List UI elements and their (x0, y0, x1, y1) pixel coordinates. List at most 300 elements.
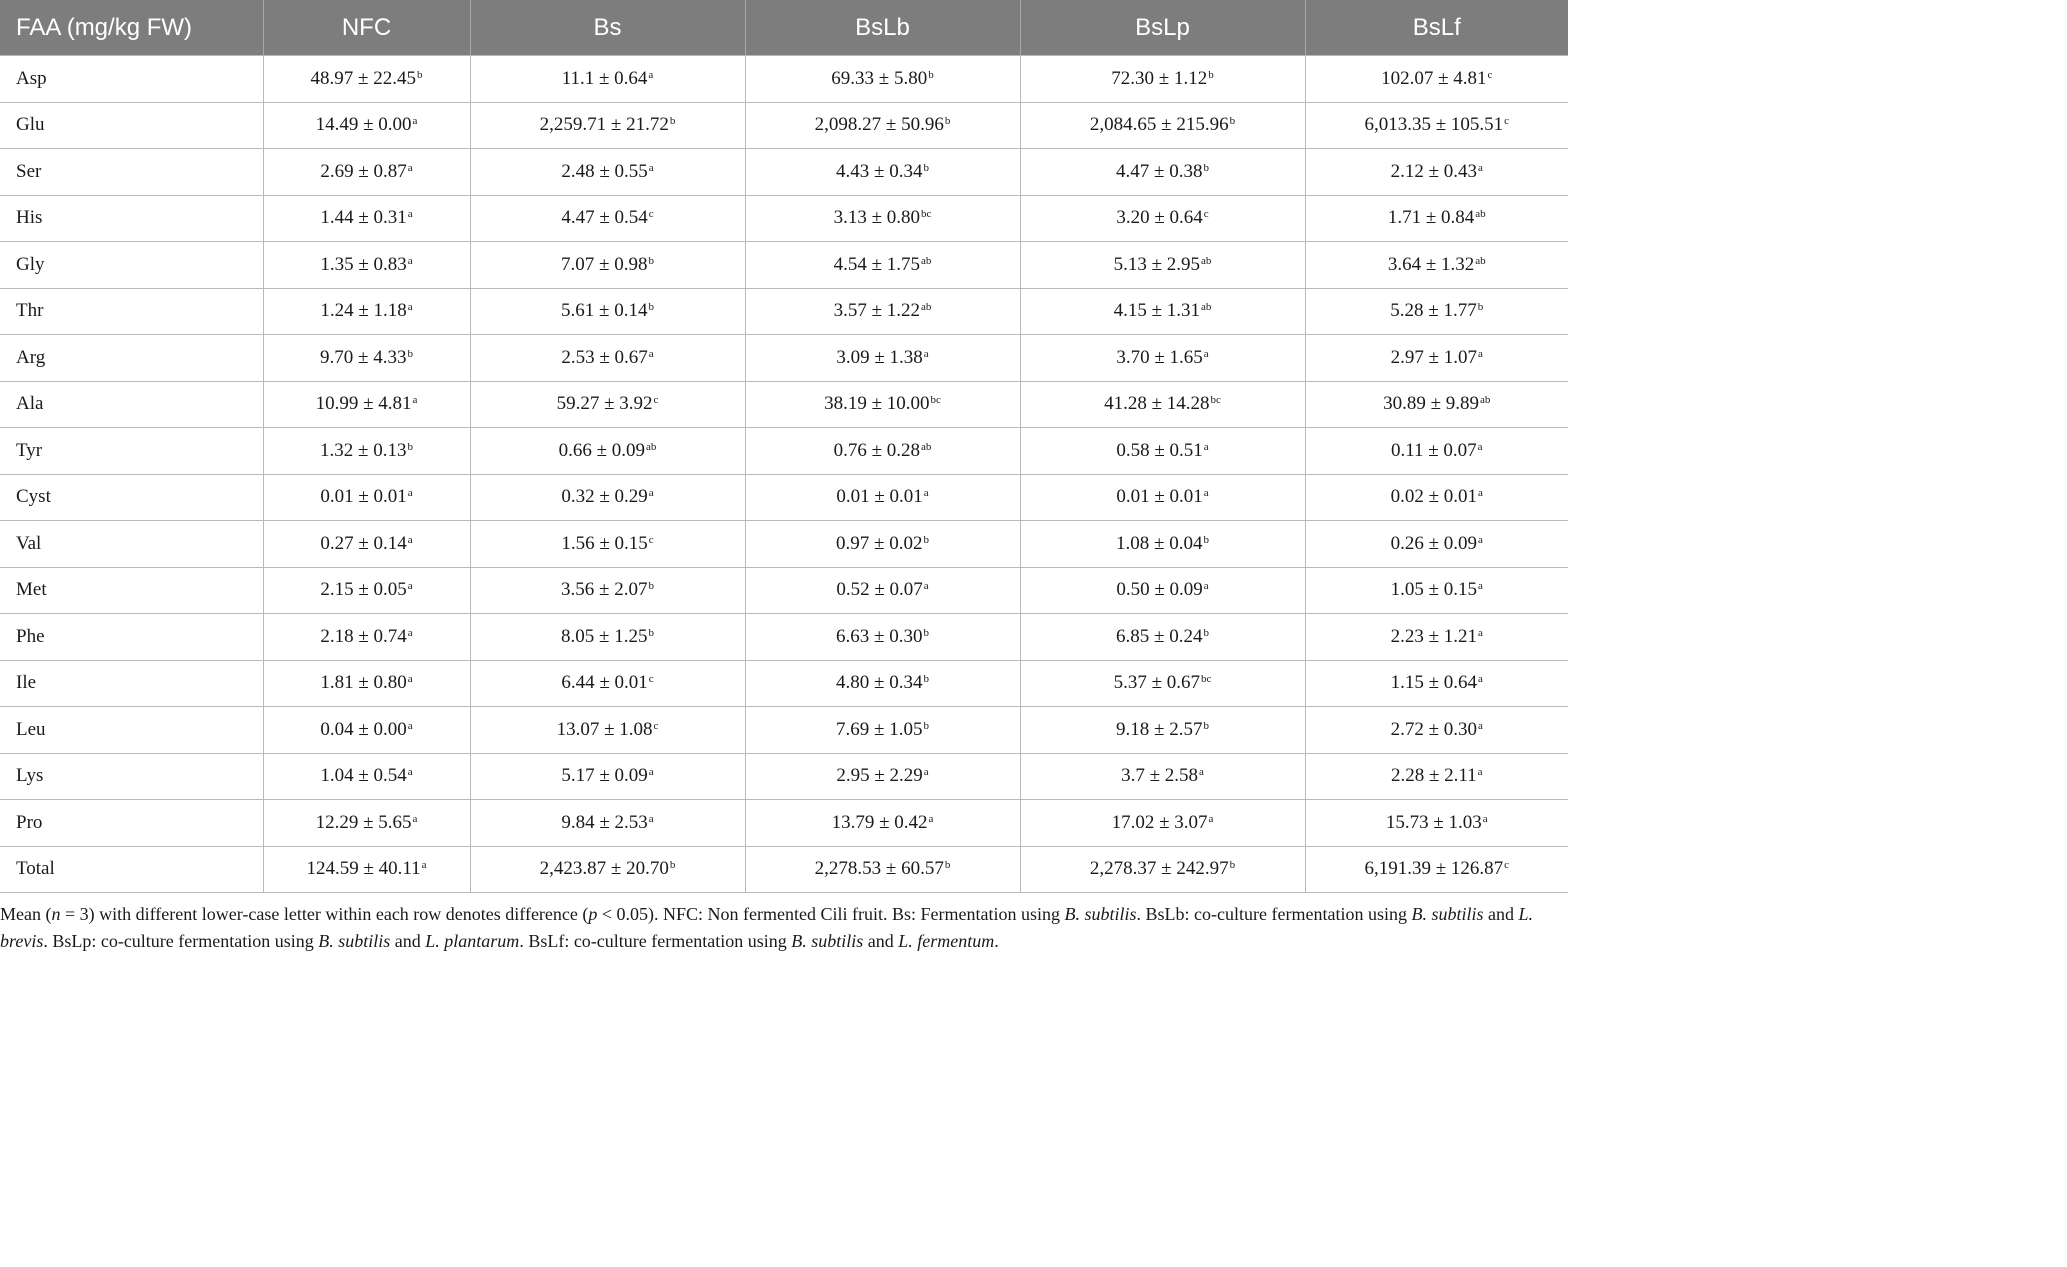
significance-letter: a (407, 580, 413, 593)
value-cell (470, 428, 745, 475)
value-cell (1305, 614, 1568, 661)
significance-letter: b (416, 68, 423, 81)
value-cell (1020, 474, 1305, 521)
mean-sd-value: 5.13 ± 2.95 (1113, 253, 1201, 275)
significance-letter: a (923, 487, 929, 500)
significance-letter: a (412, 812, 418, 825)
header-faa: FAA (mg/kg FW) (0, 0, 263, 56)
value-cell (263, 288, 470, 335)
mean-sd-value: 3.57 ± 1.22 (833, 300, 921, 322)
mean-sd-value: 9.70 ± 4.33 (320, 346, 407, 368)
significance-letter: a (928, 812, 934, 825)
value-cell (1020, 149, 1305, 196)
value-cell (1020, 195, 1305, 242)
mean-sd-value: 0.01 ± 0.01 (320, 486, 407, 508)
value-cell (470, 846, 745, 893)
significance-letter: ab (646, 440, 657, 453)
value-cell (1020, 335, 1305, 382)
significance-letter: ab (1475, 208, 1486, 221)
significance-letter: b (923, 161, 929, 174)
mean-sd-value: 6,191.39 ± 126.87 (1364, 858, 1504, 880)
footnote-italic: B. subtilis (1064, 904, 1137, 924)
footnote-italic: L. plantarum (425, 931, 520, 951)
amino-acid-name: Met (0, 567, 263, 614)
mean-sd-value: 1.32 ± 0.13 (320, 439, 407, 461)
mean-sd-value: 1.15 ± 0.64 (1390, 672, 1478, 694)
value-cell (745, 660, 1020, 707)
significance-letter: a (407, 766, 413, 779)
significance-letter: a (1478, 626, 1483, 639)
significance-letter: ab (921, 301, 932, 314)
amino-acid-name: His (0, 195, 263, 242)
significance-letter: b (928, 68, 934, 81)
mean-sd-value: 3.56 ± 2.07 (561, 579, 648, 601)
value-cell (1305, 381, 1568, 428)
significance-letter: b (1477, 301, 1484, 314)
value-cell (745, 149, 1020, 196)
mean-sd-value: 2.95 ± 2.29 (836, 765, 923, 787)
significance-letter: b (648, 301, 654, 314)
mean-sd-value: 30.89 ± 9.89 (1383, 393, 1480, 415)
mean-sd-value: 5.28 ± 1.77 (1390, 300, 1477, 322)
value-cell (263, 242, 470, 289)
value-cell (470, 335, 745, 382)
significance-letter: a (412, 394, 418, 407)
significance-letter: a (1478, 533, 1483, 546)
value-cell (745, 56, 1020, 103)
header-nfc: NFC (263, 0, 470, 56)
value-cell (470, 521, 745, 568)
value-cell (470, 707, 745, 754)
value-cell (263, 381, 470, 428)
mean-sd-value: 72.30 ± 1.12 (1111, 67, 1208, 89)
value-cell (1020, 753, 1305, 800)
footnote-text: . (994, 931, 999, 951)
mean-sd-value: 5.61 ± 0.14 (561, 300, 648, 322)
significance-letter: b (669, 859, 676, 872)
significance-letter: a (648, 766, 654, 779)
header-bslf: BsLf (1305, 0, 1568, 56)
significance-letter: a (648, 347, 654, 360)
value-cell (1305, 660, 1568, 707)
significance-letter: c (1504, 115, 1510, 128)
table-row (0, 242, 1568, 289)
footnote-italic: B. subtilis (791, 931, 864, 951)
significance-letter: b (407, 440, 413, 453)
significance-letter: a (1478, 719, 1483, 732)
mean-sd-value: 0.01 ± 0.01 (1116, 486, 1203, 508)
value-cell (263, 707, 470, 754)
value-cell (263, 102, 470, 149)
value-cell (1305, 474, 1568, 521)
table-row (0, 846, 1568, 893)
mean-sd-value: 3.20 ± 0.64 (1116, 207, 1203, 229)
footnote-text: . BsLf: co-culture fermentation using (519, 931, 792, 951)
footnote-text: . BsLb: co-culture fermentation using (1136, 904, 1412, 924)
significance-letter: a (412, 115, 418, 128)
mean-sd-value: 5.37 ± 0.67 (1113, 672, 1201, 694)
significance-letter: c (648, 533, 654, 546)
footnote-text: and (863, 931, 899, 951)
table-footnote (0, 901, 1560, 955)
table-row (0, 614, 1568, 661)
significance-letter: a (648, 161, 654, 174)
value-cell (1305, 335, 1568, 382)
significance-letter: a (648, 68, 654, 81)
amino-acid-name: Val (0, 521, 263, 568)
value-cell (470, 474, 745, 521)
value-cell (470, 56, 745, 103)
mean-sd-value: 0.76 ± 0.28 (833, 439, 921, 461)
mean-sd-value: 0.04 ± 0.00 (320, 718, 407, 740)
mean-sd-value: 2,259.71 ± 21.72 (539, 114, 669, 136)
value-cell (470, 567, 745, 614)
value-cell (263, 428, 470, 475)
mean-sd-value: 8.05 ± 1.25 (561, 625, 648, 647)
significance-letter: b (407, 347, 413, 360)
significance-letter: b (1208, 68, 1214, 81)
mean-sd-value: 69.33 ± 5.80 (831, 67, 928, 89)
value-cell (470, 149, 745, 196)
significance-letter: c (1203, 208, 1209, 221)
amino-acid-name: Total (0, 846, 263, 893)
significance-letter: a (421, 859, 427, 872)
mean-sd-value: 2,278.53 ± 60.57 (814, 858, 944, 880)
significance-letter: b (923, 533, 929, 546)
significance-letter: b (1203, 161, 1209, 174)
table-row (0, 800, 1568, 847)
significance-letter: a (648, 487, 654, 500)
mean-sd-value: 0.26 ± 0.09 (1390, 532, 1478, 554)
significance-letter: a (407, 301, 413, 314)
significance-letter: a (407, 673, 413, 686)
significance-letter: a (1203, 347, 1209, 360)
significance-letter: a (1477, 440, 1483, 453)
footnote-text: = 3) with different lower-case letter within each row denotes difference ( (60, 904, 589, 924)
mean-sd-value: 6,013.35 ± 105.51 (1364, 114, 1504, 136)
mean-sd-value: 10.99 ± 4.81 (315, 393, 412, 415)
significance-letter: a (1203, 580, 1209, 593)
mean-sd-value: 1.81 ± 0.80 (320, 672, 407, 694)
significance-letter: a (1478, 487, 1483, 500)
significance-letter: a (1477, 766, 1483, 779)
mean-sd-value: 0.32 ± 0.29 (561, 486, 648, 508)
amino-acid-name: Arg (0, 335, 263, 382)
mean-sd-value: 0.66 ± 0.09 (558, 439, 646, 461)
mean-sd-value: 3.7 ± 2.58 (1121, 765, 1199, 787)
value-cell (263, 195, 470, 242)
value-cell (1305, 149, 1568, 196)
significance-letter: b (923, 626, 929, 639)
significance-letter: c (1504, 859, 1510, 872)
value-cell (263, 614, 470, 661)
mean-sd-value: 124.59 ± 40.11 (306, 858, 421, 880)
significance-letter: a (1203, 487, 1209, 500)
header-bs: Bs (470, 0, 745, 56)
value-cell (745, 102, 1020, 149)
mean-sd-value: 102.07 ± 4.81 (1381, 67, 1487, 89)
value-cell (263, 56, 470, 103)
value-cell (470, 753, 745, 800)
significance-letter: b (1203, 533, 1209, 546)
mean-sd-value: 11.1 ± 0.64 (561, 67, 648, 89)
value-cell (745, 335, 1020, 382)
significance-letter: a (923, 580, 929, 593)
header-bslb: BsLb (745, 0, 1020, 56)
mean-sd-value: 4.47 ± 0.54 (561, 207, 648, 229)
amino-acid-name: Asp (0, 56, 263, 103)
value-cell (263, 753, 470, 800)
amino-acid-name: Cyst (0, 474, 263, 521)
table-row (0, 707, 1568, 754)
value-cell (745, 242, 1020, 289)
mean-sd-value: 17.02 ± 3.07 (1111, 811, 1208, 833)
mean-sd-value: 2.48 ± 0.55 (561, 160, 648, 182)
table-row (0, 660, 1568, 707)
value-cell (470, 660, 745, 707)
mean-sd-value: 0.58 ± 0.51 (1116, 439, 1203, 461)
value-cell (1020, 381, 1305, 428)
significance-letter: c (1487, 68, 1493, 81)
mean-sd-value: 2.97 ± 1.07 (1390, 346, 1478, 368)
value-cell (1020, 288, 1305, 335)
mean-sd-value: 9.84 ± 2.53 (561, 811, 648, 833)
table-row (0, 381, 1568, 428)
mean-sd-value: 41.28 ± 14.28 (1104, 393, 1210, 415)
mean-sd-value: 3.70 ± 1.65 (1116, 346, 1203, 368)
mean-sd-value: 7.07 ± 0.98 (561, 253, 648, 275)
significance-letter: a (1199, 766, 1204, 779)
value-cell (1020, 521, 1305, 568)
value-cell (263, 846, 470, 893)
amino-acid-name: Tyr (0, 428, 263, 475)
value-cell (263, 474, 470, 521)
significance-letter: a (1478, 580, 1483, 593)
significance-letter: ab (921, 254, 932, 267)
value-cell (1305, 195, 1568, 242)
mean-sd-value: 2,084.65 ± 215.96 (1089, 114, 1229, 136)
mean-sd-value: 13.07 ± 1.08 (556, 718, 653, 740)
mean-sd-value: 2.12 ± 0.43 (1390, 160, 1478, 182)
significance-letter: a (1203, 440, 1209, 453)
mean-sd-value: 0.50 ± 0.09 (1116, 579, 1203, 601)
mean-sd-value: 3.64 ± 1.32 (1387, 253, 1475, 275)
significance-letter: b (1203, 626, 1209, 639)
footnote-text: and (390, 931, 426, 951)
amino-acid-name: Glu (0, 102, 263, 149)
value-cell (745, 846, 1020, 893)
mean-sd-value: 2.72 ± 0.30 (1390, 718, 1478, 740)
amino-acid-name: Lys (0, 753, 263, 800)
amino-acid-name: Ile (0, 660, 263, 707)
table-body (0, 56, 1568, 893)
mean-sd-value: 0.27 ± 0.14 (320, 532, 407, 554)
significance-letter: c (653, 719, 659, 732)
mean-sd-value: 5.17 ± 0.09 (561, 765, 648, 787)
footnote-text: . BsLp: co-culture fermentation using (43, 931, 319, 951)
value-cell (745, 567, 1020, 614)
significance-letter: a (1478, 161, 1483, 174)
footnote-italic: B. subtilis (318, 931, 391, 951)
significance-letter: b (648, 580, 654, 593)
value-cell (1020, 846, 1305, 893)
significance-letter: bc (1201, 673, 1212, 686)
mean-sd-value: 3.13 ± 0.80 (833, 207, 921, 229)
amino-acid-name: Phe (0, 614, 263, 661)
significance-letter: ab (1201, 254, 1212, 267)
significance-letter: ab (1480, 394, 1491, 407)
mean-sd-value: 1.56 ± 0.15 (561, 532, 648, 554)
table-row (0, 474, 1568, 521)
significance-letter: a (407, 208, 413, 221)
mean-sd-value: 0.01 ± 0.01 (836, 486, 923, 508)
significance-letter: b (923, 719, 929, 732)
mean-sd-value: 12.29 ± 5.65 (315, 811, 412, 833)
mean-sd-value: 0.02 ± 0.01 (1390, 486, 1478, 508)
amino-acid-name: Ala (0, 381, 263, 428)
significance-letter: bc (1210, 394, 1221, 407)
value-cell (470, 614, 745, 661)
significance-letter: b (648, 254, 654, 267)
mean-sd-value: 4.80 ± 0.34 (836, 672, 923, 694)
table-row (0, 288, 1568, 335)
footnote-text: < 0.05). NFC: Non fermented Cili fruit. Bs: Fermentation using (597, 904, 1065, 924)
value-cell (470, 102, 745, 149)
amino-acid-name: Gly (0, 242, 263, 289)
value-cell (745, 381, 1020, 428)
footnote-text: and (1483, 904, 1519, 924)
value-cell (263, 567, 470, 614)
mean-sd-value: 6.63 ± 0.30 (836, 625, 923, 647)
mean-sd-value: 48.97 ± 22.45 (310, 67, 416, 89)
significance-letter: b (944, 115, 951, 128)
mean-sd-value: 2.53 ± 0.67 (561, 346, 648, 368)
value-cell (1305, 102, 1568, 149)
mean-sd-value: 2.15 ± 0.05 (320, 579, 407, 601)
footnote-italic: p (588, 904, 598, 924)
mean-sd-value: 4.15 ± 1.31 (1113, 300, 1201, 322)
value-cell (745, 614, 1020, 661)
value-cell (263, 800, 470, 847)
value-cell (1305, 521, 1568, 568)
value-cell (1020, 660, 1305, 707)
significance-letter: a (407, 626, 413, 639)
value-cell (1305, 567, 1568, 614)
footnote-italic: L. fermentum (898, 931, 995, 951)
significance-letter: bc (921, 208, 932, 221)
significance-letter: b (648, 626, 654, 639)
mean-sd-value: 2.69 ± 0.87 (320, 160, 407, 182)
significance-letter: b (1203, 719, 1209, 732)
value-cell (470, 800, 745, 847)
mean-sd-value: 2,423.87 ± 20.70 (539, 858, 669, 880)
significance-letter: a (1208, 812, 1214, 825)
significance-letter: a (407, 161, 413, 174)
amino-acid-name: Thr (0, 288, 263, 335)
value-cell (745, 428, 1020, 475)
table-row (0, 102, 1568, 149)
significance-letter: b (1229, 115, 1236, 128)
value-cell (745, 707, 1020, 754)
value-cell (1020, 428, 1305, 475)
significance-letter: a (407, 487, 413, 500)
footnote-text: Mean ( (0, 904, 52, 924)
value-cell (470, 195, 745, 242)
value-cell (1305, 56, 1568, 103)
value-cell (263, 335, 470, 382)
mean-sd-value: 1.04 ± 0.54 (320, 765, 407, 787)
mean-sd-value: 0.97 ± 0.02 (836, 532, 923, 554)
value-cell (745, 288, 1020, 335)
mean-sd-value: 1.35 ± 0.83 (320, 253, 407, 275)
value-cell (745, 753, 1020, 800)
significance-letter: a (1478, 347, 1483, 360)
table-row (0, 567, 1568, 614)
mean-sd-value: 1.24 ± 1.18 (320, 300, 407, 322)
significance-letter: c (653, 394, 659, 407)
value-cell (1020, 614, 1305, 661)
value-cell (1020, 56, 1305, 103)
mean-sd-value: 14.49 ± 0.00 (315, 114, 412, 136)
mean-sd-value: 2.23 ± 1.21 (1390, 625, 1478, 647)
footnote-italic: B. subtilis (1411, 904, 1484, 924)
table-row (0, 335, 1568, 382)
significance-letter: a (1478, 673, 1483, 686)
footnote-italic: L. brevis (0, 904, 1533, 951)
value-cell (1305, 707, 1568, 754)
amino-acid-name: Pro (0, 800, 263, 847)
significance-letter: ab (1475, 254, 1486, 267)
table-row (0, 195, 1568, 242)
mean-sd-value: 2,278.37 ± 242.97 (1089, 858, 1229, 880)
significance-letter: a (923, 347, 929, 360)
mean-sd-value: 1.44 ± 0.31 (320, 207, 407, 229)
amino-acid-name: Ser (0, 149, 263, 196)
mean-sd-value: 0.52 ± 0.07 (836, 579, 923, 601)
value-cell (745, 800, 1020, 847)
mean-sd-value: 59.27 ± 3.92 (556, 393, 653, 415)
value-cell (1020, 707, 1305, 754)
significance-letter: a (1482, 812, 1488, 825)
value-cell (1305, 846, 1568, 893)
value-cell (263, 149, 470, 196)
mean-sd-value: 38.19 ± 10.00 (824, 393, 930, 415)
mean-sd-value: 15.73 ± 1.03 (1385, 811, 1482, 833)
mean-sd-value: 1.05 ± 0.15 (1390, 579, 1478, 601)
mean-sd-value: 13.79 ± 0.42 (831, 811, 928, 833)
table-row (0, 753, 1568, 800)
significance-letter: c (648, 673, 654, 686)
header-bslp: BsLp (1020, 0, 1305, 56)
footnote-italic: n (51, 904, 61, 924)
value-cell (1020, 102, 1305, 149)
mean-sd-value: 2.28 ± 2.11 (1390, 765, 1477, 787)
value-cell (263, 521, 470, 568)
mean-sd-value: 0.11 ± 0.07 (1390, 439, 1477, 461)
value-cell (470, 242, 745, 289)
table-row (0, 521, 1568, 568)
value-cell (470, 288, 745, 335)
mean-sd-value: 1.71 ± 0.84 (1387, 207, 1475, 229)
mean-sd-value: 1.08 ± 0.04 (1116, 532, 1203, 554)
value-cell (1305, 288, 1568, 335)
mean-sd-value: 2,098.27 ± 50.96 (814, 114, 944, 136)
value-cell (745, 474, 1020, 521)
amino-acid-name: Leu (0, 707, 263, 754)
value-cell (1020, 567, 1305, 614)
value-cell (1305, 242, 1568, 289)
significance-letter: a (923, 766, 929, 779)
